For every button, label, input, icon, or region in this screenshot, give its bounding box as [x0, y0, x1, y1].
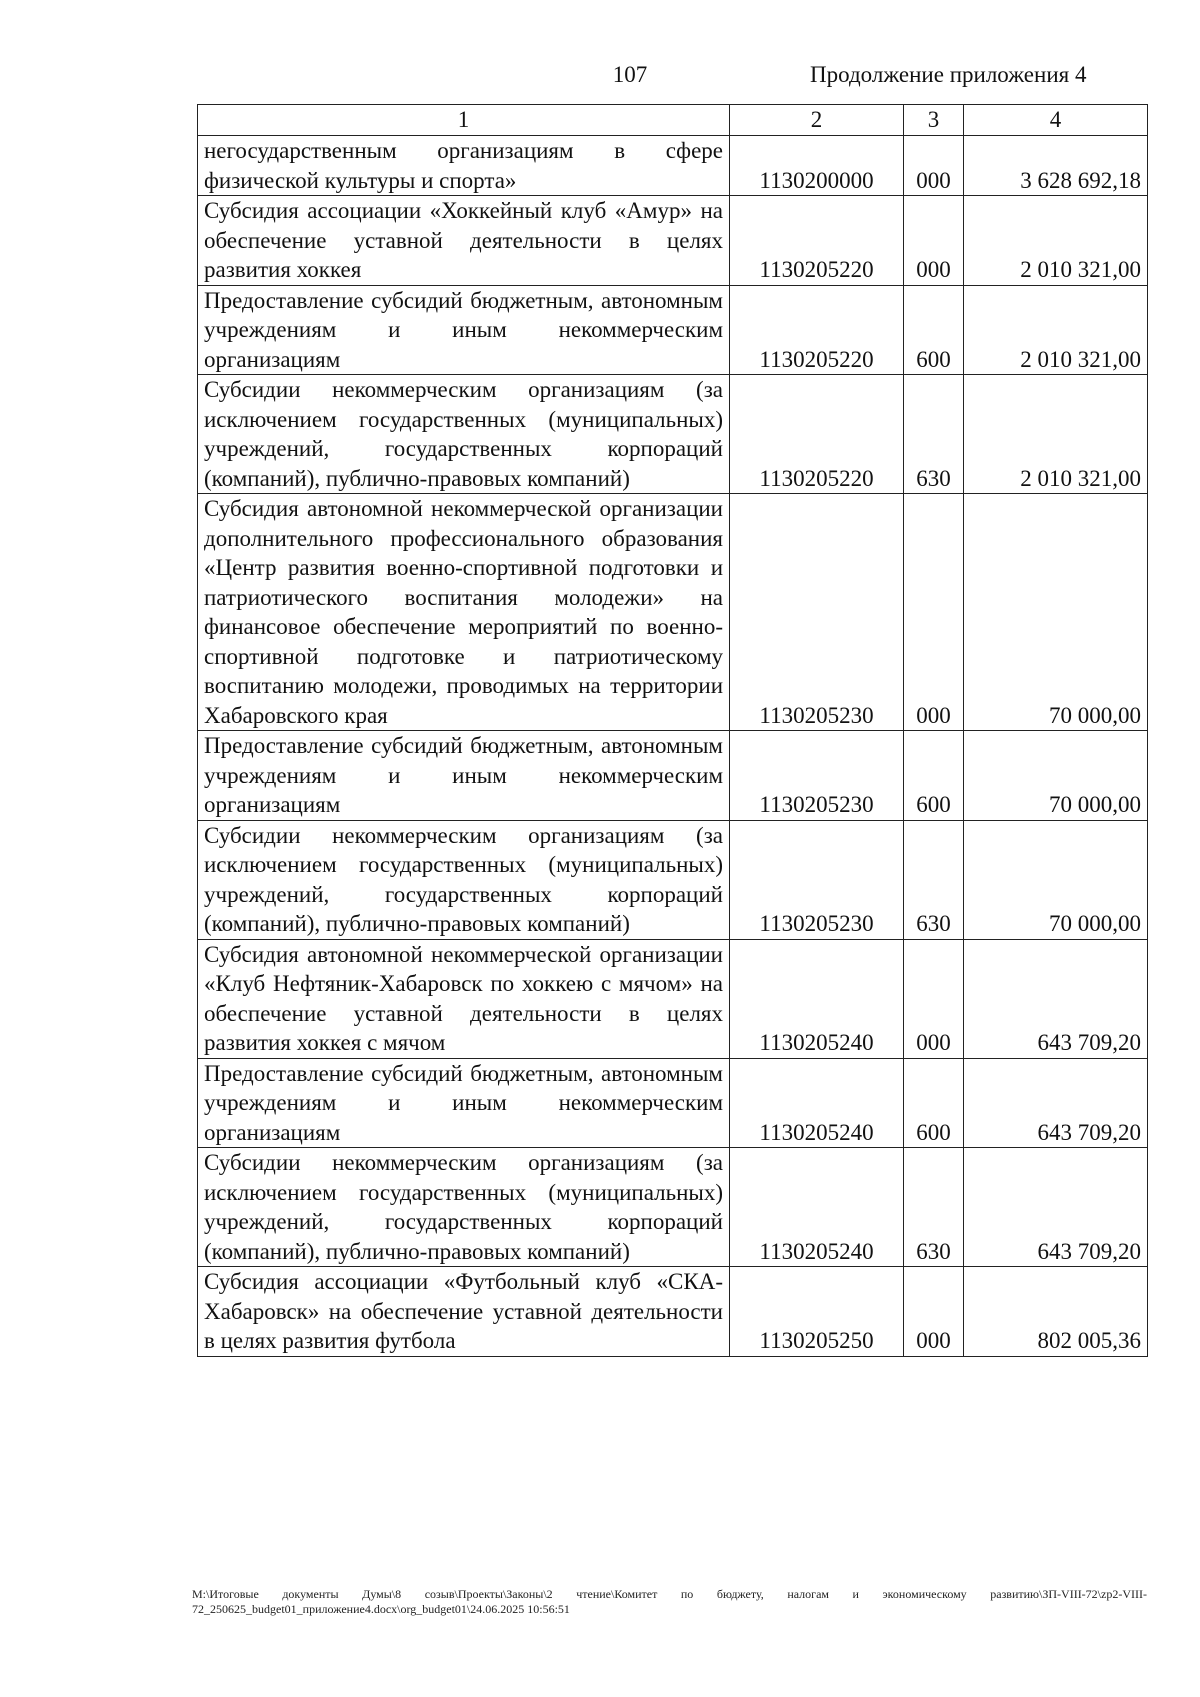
row-sum: 643 709,20: [964, 1148, 1148, 1267]
row-sum: 802 005,36: [964, 1267, 1148, 1357]
row-name: Предоставление субсидий бюджетным, автономным учреждениям и иным некоммерческим организациям: [198, 731, 730, 821]
table-row: [198, 731, 1148, 821]
row-sum: 643 709,20: [964, 939, 1148, 1058]
row-code: 1130205230: [730, 731, 904, 821]
row-code: 1130205240: [730, 1058, 904, 1148]
table-row: [198, 1058, 1148, 1148]
row-code: 1130205240: [730, 939, 904, 1058]
row-sum: 2 010 321,00: [964, 375, 1148, 494]
document-file-path-footer: M:\Итоговые документы Думы\8 созыв\Проекты\Законы\2 чтение\Комитет по бюджету, налогам и экономическому развитию\ЗП-VIII-72\zp2-VIII-72_250625_budget01_приложение4.docx\org_budget01\24.06.2025 10:56:51: [192, 1587, 1147, 1616]
row-type: 000: [904, 1267, 964, 1357]
row-sum: 70 000,00: [964, 820, 1148, 939]
row-type: 600: [904, 285, 964, 375]
table-row: [198, 1148, 1148, 1267]
row-type: 630: [904, 375, 964, 494]
row-name: Субсидии некоммерческим организациям (за исключением государственных (муниципальных) учреждений, государственных корпораций (компаний), публично-правовых компаний): [198, 375, 730, 494]
row-sum: 2 010 321,00: [964, 196, 1148, 286]
row-type: 000: [904, 136, 964, 196]
row-type: 630: [904, 820, 964, 939]
row-name: Субсидии некоммерческим организациям (за исключением государственных (муниципальных) учреждений, государственных корпораций (компаний), публично-правовых компаний): [198, 1148, 730, 1267]
table-row: [198, 1267, 1148, 1357]
appendix-continuation-title: Продолжение приложения 4: [810, 62, 1087, 87]
row-type: 600: [904, 1058, 964, 1148]
row-sum: 643 709,20: [964, 1058, 1148, 1148]
row-name: Предоставление субсидий бюджетным, автономным учреждениям и иным некоммерческим организациям: [198, 1058, 730, 1148]
table-row: [198, 494, 1148, 731]
column-header: 4: [964, 105, 1148, 136]
row-name: Субсидии некоммерческим организациям (за исключением государственных (муниципальных) учреждений, государственных корпораций (компаний), публично-правовых компаний): [198, 820, 730, 939]
row-name: Субсидия ассоциации «Футбольный клуб «СКА-Хабаровск» на обеспечение уставной деятельности в целях развития футбола: [198, 1267, 730, 1357]
row-code: 1130205220: [730, 285, 904, 375]
row-code: 1130205220: [730, 196, 904, 286]
row-sum: 70 000,00: [964, 494, 1148, 731]
column-header: 1: [198, 105, 730, 136]
row-sum: 70 000,00: [964, 731, 1148, 821]
row-type: 000: [904, 939, 964, 1058]
row-name: Предоставление субсидий бюджетным, автономным учреждениям и иным некоммерческим организациям: [198, 285, 730, 375]
row-type: 630: [904, 1148, 964, 1267]
column-header: 2: [730, 105, 904, 136]
row-sum: 2 010 321,00: [964, 285, 1148, 375]
row-code: 1130205250: [730, 1267, 904, 1357]
row-code: 1130200000: [730, 136, 904, 196]
row-name: Субсидия автономной некоммерческой организации дополнительного профессионального образования «Центр развития военно-спортивной подготовки и патриотического воспитания молодежи» на финансовое обеспечение мероприятий по военно-спортивной подготовке и патриотическому воспитанию молодежи, проводимых на территории Хабаровского края: [198, 494, 730, 731]
table-header-row: [198, 105, 1148, 136]
table-row: [198, 285, 1148, 375]
row-sum: 3 628 692,18: [964, 136, 1148, 196]
row-code: 1130205230: [730, 820, 904, 939]
row-type: 000: [904, 196, 964, 286]
row-type: 600: [904, 731, 964, 821]
row-code: 1130205220: [730, 375, 904, 494]
page-number: 107: [612, 62, 648, 87]
table-row: [198, 136, 1148, 196]
budget-table: [197, 104, 1148, 1357]
row-type: 000: [904, 494, 964, 731]
table-row: [198, 375, 1148, 494]
table-row: [198, 196, 1148, 286]
table-row: [198, 820, 1148, 939]
row-name: негосударственным организациям в сфере физической культуры и спорта»: [198, 136, 730, 196]
row-name: Субсидия автономной некоммерческой организации «Клуб Нефтяник-Хабаровск по хоккею с мячом» на обеспечение уставной деятельности в целях развития хоккея с мячом: [198, 939, 730, 1058]
row-code: 1130205240: [730, 1148, 904, 1267]
column-header: 3: [904, 105, 964, 136]
row-name: Субсидия ассоциации «Хоккейный клуб «Амур» на обеспечение уставной деятельности в целях развития хоккея: [198, 196, 730, 286]
table-row: [198, 939, 1148, 1058]
row-code: 1130205230: [730, 494, 904, 731]
